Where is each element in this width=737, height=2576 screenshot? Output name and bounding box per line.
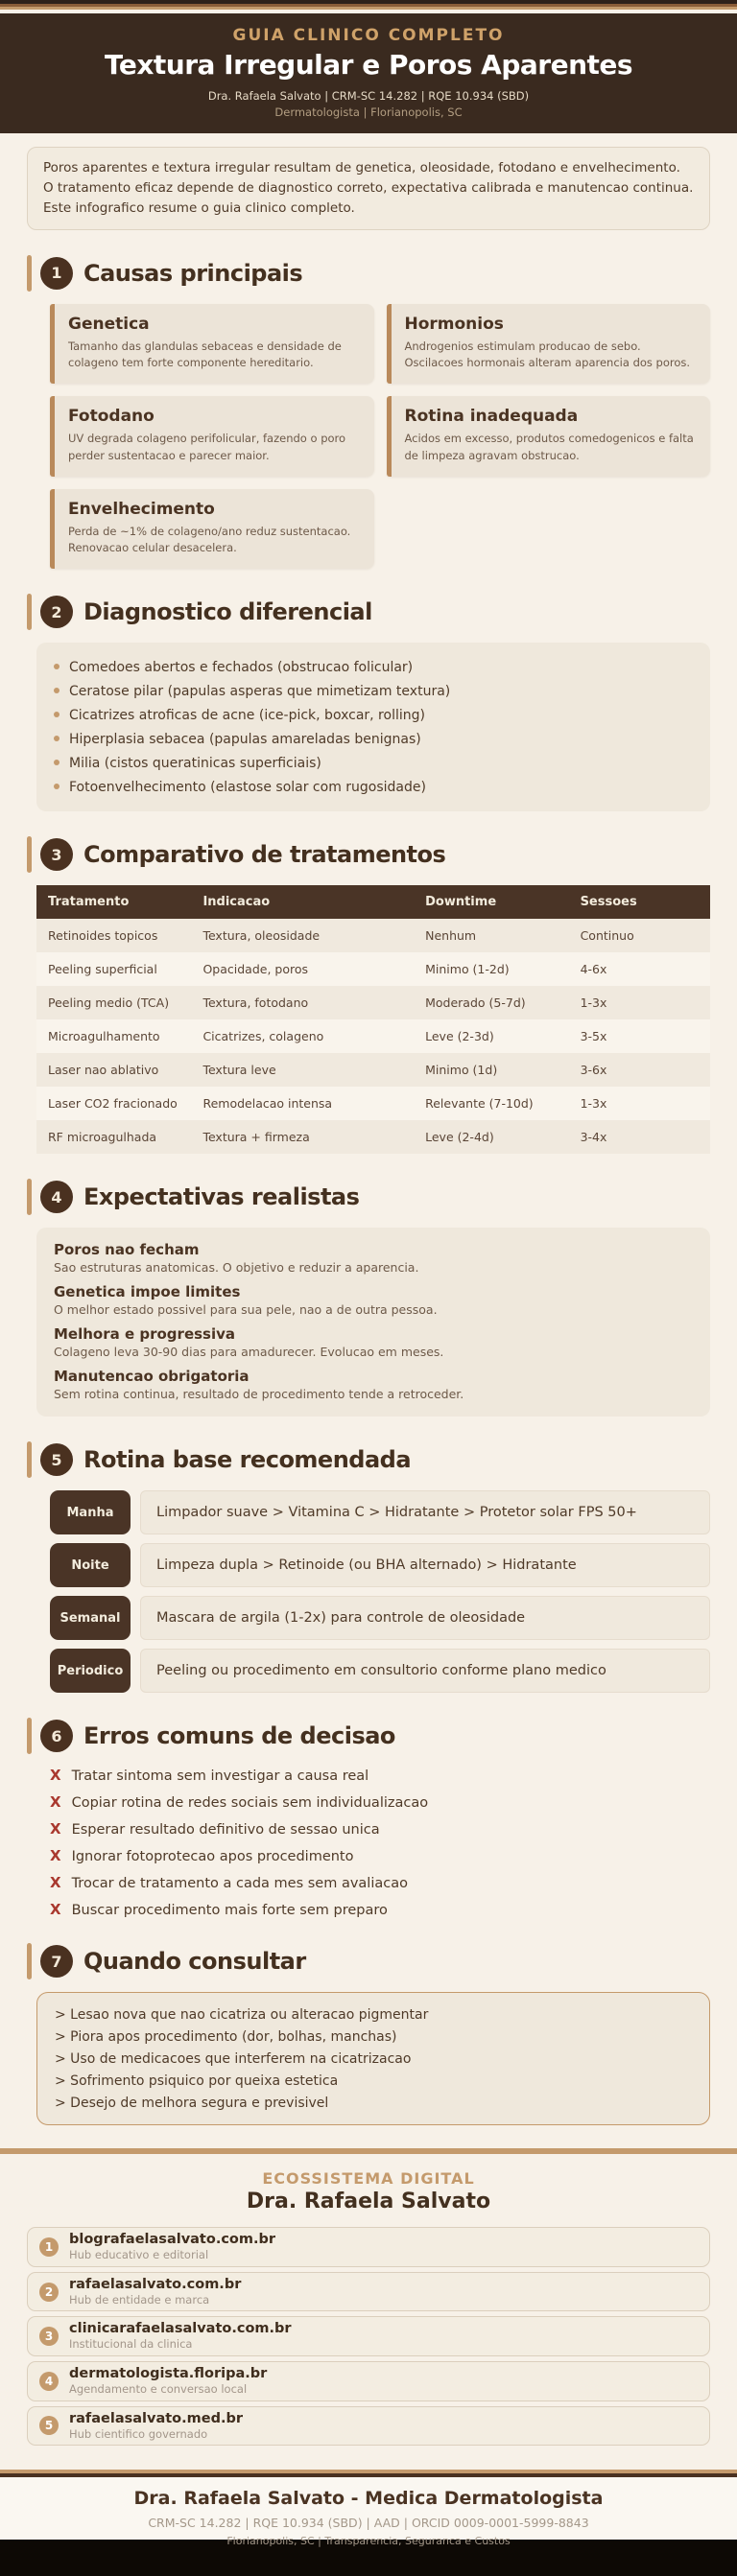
diagnosis-item (54, 727, 693, 751)
card-body: UV degrada colageno perifolicular, fazendo o poro perder sustentacao e parecer maior. (68, 432, 346, 462)
bullet-dot-icon (54, 712, 59, 717)
section-title: Diagnostico diferencial (83, 598, 372, 626)
table-header-cell: Downtime (414, 885, 568, 919)
error-item-text: Tratar sintoma sem investigar a causa real (71, 1768, 369, 1785)
page-title: Textura Irregular e Poros Aparentes (104, 49, 633, 81)
table-cell: Textura + firmeza (191, 1120, 414, 1154)
table-cell: Textura, oleosidade (191, 919, 414, 952)
expectation-title: Manutencao obrigatoria (54, 1368, 250, 1386)
cause-card (50, 304, 374, 385)
expectations-box (36, 1228, 710, 1417)
header (0, 13, 737, 133)
section-title: Causas principais (83, 259, 303, 287)
routine-badge: Semanal (50, 1596, 131, 1640)
site-number-badge: 3 (39, 2327, 59, 2346)
section-header-diagnostico (27, 594, 710, 630)
expectation-desc: Sao estruturas anatomicas. O objetivo e reduzir a aparencia. (54, 1260, 419, 1276)
card-body: Tamanho das glandulas sebaceas e densidade de colageno tem forte componente hereditario. (68, 339, 342, 370)
routine-row (50, 1649, 710, 1693)
section-title: Rotina base recomendada (83, 1446, 412, 1474)
table-header-row (36, 885, 710, 919)
section-accent-bar (27, 1441, 32, 1478)
expectation-desc: Colageno leva 30-90 dias para amadurecer. Evolucao em meses. (54, 1345, 444, 1360)
table-cell: Moderado (5-7d) (414, 986, 568, 1019)
expectation-desc: Sem rotina continua, resultado de procedimento tende a retroceder. (54, 1387, 464, 1402)
error-item (50, 1847, 710, 1864)
section-number-badge: 1 (40, 257, 73, 290)
table-cell: Textura, fotodano (191, 986, 414, 1019)
section-header-erros (27, 1718, 710, 1754)
site-desc: Institucional da clinica (69, 2337, 193, 2352)
routine-text: Mascara de argila (1-2x) para controle de oleosidade (140, 1596, 710, 1640)
bullet-dot-icon (54, 784, 59, 789)
table-cell: Continuo (569, 919, 710, 952)
table-cell: Leve (2-4d) (414, 1120, 568, 1154)
footer (0, 2477, 737, 2540)
card-body: Perda de ~1% de colageno/ano reduz sustentacao. Renovacao celular desacelera. (68, 524, 351, 555)
table-header-cell: Tratamento (36, 885, 191, 919)
routine-text: Limpeza dupla > Retinoide (ou BHA alternado) > Hidratante (140, 1543, 710, 1587)
x-icon: X (50, 1847, 61, 1865)
table-cell: Opacidade, poros (191, 952, 414, 986)
routine-text: Peeling ou procedimento em consultorio conforme plano medico (140, 1649, 710, 1693)
routine-row (50, 1543, 710, 1587)
x-icon: X (50, 1820, 61, 1838)
section-header-rotina (27, 1441, 710, 1478)
card-body: Androgenios estimulam producao de sebo. Oscilacoes hormonais alteram aparencia dos poros. (404, 339, 691, 370)
table-cell: 4-6x (569, 952, 710, 986)
section-title: Quando consultar (83, 1948, 306, 1976)
card-title: Genetica (68, 314, 150, 334)
bullet-dot-icon (54, 760, 59, 765)
diagnosis-item (54, 679, 693, 703)
site-desc: Hub educativo e editorial (69, 2248, 209, 2262)
section-accent-bar (27, 1943, 32, 1979)
table-row (36, 1087, 710, 1120)
site-desc: Hub de entidade e marca (69, 2292, 210, 2307)
table-cell: Minimo (1d) (414, 1053, 568, 1087)
treatments-table (36, 885, 710, 1154)
site-desc: Hub cientifico governado (69, 2426, 208, 2441)
diagnosis-item (54, 703, 693, 727)
routine-badge: Noite (50, 1543, 131, 1587)
table-cell: Nenhum (414, 919, 568, 952)
card-title: Hormonios (404, 314, 504, 334)
ecosystem-kicker: ECOSSISTEMA DIGITAL (262, 2169, 475, 2189)
table-cell: 3-5x (569, 1019, 710, 1053)
routine-badge: Periodico (50, 1649, 131, 1693)
table-cell: Remodelacao intensa (191, 1087, 414, 1120)
table-row (36, 919, 710, 952)
section-accent-bar (27, 836, 32, 873)
ecosystem-section (0, 2154, 737, 2470)
site-number-badge: 4 (39, 2372, 59, 2391)
site-domain: rafaelasalvato.com.br (69, 2276, 242, 2292)
ecosystem-title: Dra. Rafaela Salvato (246, 2190, 491, 2214)
section-header-comparativo (27, 836, 710, 873)
error-item (50, 1820, 710, 1838)
section-title: Expectativas realistas (83, 1183, 360, 1211)
table-cell: Minimo (1-2d) (414, 952, 568, 986)
error-item-text: Trocar de tratamento a cada mes sem avaliacao (71, 1876, 408, 1892)
diagnosis-item (54, 775, 693, 799)
section-accent-bar (27, 594, 32, 630)
diagnosis-item-text: Comedoes abertos e fechados (obstrucao folicular) (69, 659, 414, 675)
table-cell: Peeling superficial (36, 952, 191, 986)
section-accent-bar (27, 255, 32, 292)
site-number-badge: 2 (39, 2283, 59, 2302)
section-header-causas (27, 255, 710, 292)
consult-box (36, 1992, 710, 2125)
diagnosis-item-text: Cicatrizes atroficas de acne (ice-pick, boxcar, rolling) (69, 707, 425, 723)
site-domain: blografaelasalvato.com.br (69, 2232, 276, 2248)
section-title: Erros comuns de decisao (83, 1722, 395, 1750)
site-item[interactable] (27, 2406, 710, 2447)
routine-row (50, 1596, 710, 1640)
table-header-cell: Sessoes (569, 885, 710, 919)
card-body: Acidos em excesso, produtos comedogenicos e falta de limpeza agravam obstrucao. (404, 432, 694, 462)
table-cell: Textura leve (191, 1053, 414, 1087)
card-title: Fotodano (68, 407, 155, 427)
routine-list (50, 1490, 710, 1693)
section-accent-bar (27, 1179, 32, 1215)
table-cell: 1-3x (569, 986, 710, 1019)
bullet-dot-icon (54, 736, 59, 741)
bullet-dot-icon (54, 688, 59, 693)
diagnosis-list-box (36, 643, 710, 811)
cause-card (50, 489, 374, 570)
diagnosis-item-text: Milia (cistos queratinicas superficiais) (69, 755, 321, 771)
routine-row (50, 1490, 710, 1534)
diagnosis-item (54, 655, 693, 679)
section-number-badge: 5 (40, 1443, 73, 1476)
expectation-title: Poros nao fecham (54, 1241, 200, 1259)
header-subline: Dermatologista | Florianopolis, SC (274, 105, 463, 119)
diagnosis-item (54, 751, 693, 775)
error-item (50, 1874, 710, 1891)
table-row (36, 952, 710, 986)
diagnosis-item-text: Fotoenvelhecimento (elastose solar com rugosidade) (69, 779, 426, 795)
error-item (50, 1767, 710, 1784)
expectation-desc: O melhor estado possivel para sua pele, nao a de outra pessoa. (54, 1302, 438, 1318)
error-item (50, 1793, 710, 1811)
footer-title: Dra. Rafaela Salvato - Medica Dermatologista (133, 2488, 604, 2510)
site-domain: dermatologista.floripa.br (69, 2366, 268, 2381)
table-cell: Leve (2-3d) (414, 1019, 568, 1053)
table-cell: 1-3x (569, 1087, 710, 1120)
section-header-quando (27, 1943, 710, 1979)
diagnosis-item-text: Ceratose pilar (papulas asperas que mimetizam textura) (69, 683, 451, 699)
consult-item: > Desejo de melhora segura e previsivel (55, 2095, 329, 2111)
site-domain: clinicarafaelasalvato.com.br (69, 2321, 292, 2337)
header-kicker: GUIA CLINICO COMPLETO (232, 26, 505, 45)
site-item[interactable] (27, 2316, 710, 2356)
section-title: Comparativo de tratamentos (83, 841, 446, 869)
section-header-expectativas (27, 1179, 710, 1215)
site-number-badge: 5 (39, 2416, 59, 2435)
routine-badge: Manha (50, 1490, 131, 1534)
site-item[interactable] (27, 2272, 710, 2312)
table-cell: Retinoides topicos (36, 919, 191, 952)
table-row (36, 1120, 710, 1154)
main-content (0, 147, 737, 2125)
table-cell: RF microagulhada (36, 1120, 191, 1154)
section-number-badge: 3 (40, 838, 73, 871)
cause-card (50, 396, 374, 477)
site-item[interactable] (27, 2227, 710, 2267)
diagnosis-item-text: Hiperplasia sebacea (papulas amareladas benignas) (69, 731, 421, 747)
table-cell: Relevante (7-10d) (414, 1087, 568, 1120)
error-item-text: Ignorar fotoprotecao apos procedimento (71, 1849, 354, 1865)
section-accent-bar (27, 1718, 32, 1754)
consult-item: > Piora apos procedimento (dor, bolhas, manchas) (55, 2028, 397, 2045)
intro-box: Poros aparentes e textura irregular resultam de genetica, oleosidade, fotodano e envelhecimento. O tratamento eficaz depende de diagnostico correto, expectativa calibrada e manutencao continua. Este infografico resume o guia clinico completo. (27, 147, 710, 230)
table-row (36, 1019, 710, 1053)
table-row (36, 986, 710, 1019)
x-icon: X (50, 1793, 61, 1812)
section-number-badge: 2 (40, 596, 73, 628)
header-byline: Dra. Rafaela Salvato | CRM-SC 14.282 | RQE 10.934 (SBD) (207, 89, 530, 103)
x-icon: X (50, 1901, 61, 1919)
footer-partial-line (0, 2535, 737, 2540)
expectation-title: Melhora e progressiva (54, 1325, 236, 1344)
error-item-text: Buscar procedimento mais forte sem preparo (71, 1903, 388, 1919)
table-cell: Laser CO2 fracionado (36, 1087, 191, 1120)
x-icon: X (50, 1767, 61, 1785)
card-title: Rotina inadequada (404, 407, 579, 427)
consult-item: > Sofrimento psiquico por queixa estetica (55, 2073, 339, 2089)
table-cell: 3-4x (569, 1120, 710, 1154)
errors-list (50, 1767, 710, 1918)
bullet-dot-icon (54, 664, 59, 669)
x-icon: X (50, 1874, 61, 1892)
error-item (50, 1901, 710, 1918)
cause-cards-grid (50, 304, 710, 570)
cause-card (387, 304, 711, 385)
section-number-badge: 7 (40, 1945, 73, 1978)
site-desc: Agendamento e conversao local (69, 2381, 248, 2396)
table-cell: Laser nao ablativo (36, 1053, 191, 1087)
table-cell: Cicatrizes, colageno (191, 1019, 414, 1053)
table-header-cell: Indicacao (191, 885, 414, 919)
table-cell: 3-6x (569, 1053, 710, 1087)
routine-text: Limpador suave > Vitamina C > Hidratante > Protetor solar FPS 50+ (140, 1490, 710, 1534)
site-item[interactable] (27, 2361, 710, 2401)
ecosystem-sites-list (27, 2227, 710, 2446)
expectation-title: Genetica impoe limites (54, 1283, 241, 1301)
error-item-text: Copiar rotina de redes sociais sem individualizacao (71, 1795, 429, 1812)
table-cell: Microagulhamento (36, 1019, 191, 1053)
site-number-badge: 1 (39, 2237, 59, 2257)
cause-card (387, 396, 711, 477)
table-cell: Peeling medio (TCA) (36, 986, 191, 1019)
consult-item: > Lesao nova que nao cicatriza ou alteracao pigmentar (55, 2006, 429, 2023)
error-item-text: Esperar resultado definitivo de sessao unica (71, 1822, 380, 1838)
card-title: Envelhecimento (68, 499, 215, 519)
table-row (36, 1053, 710, 1087)
section-number-badge: 4 (40, 1181, 73, 1213)
footer-credentials: CRM-SC 14.282 | RQE 10.934 (SBD) | AAD | ORCID 0009-0001-5999-8843 (148, 2516, 589, 2531)
section-number-badge: 6 (40, 1720, 73, 1752)
consult-item: > Uso de medicacoes que interferem na cicatrizacao (55, 2050, 412, 2067)
site-domain: rafaelasalvato.med.br (69, 2410, 244, 2426)
